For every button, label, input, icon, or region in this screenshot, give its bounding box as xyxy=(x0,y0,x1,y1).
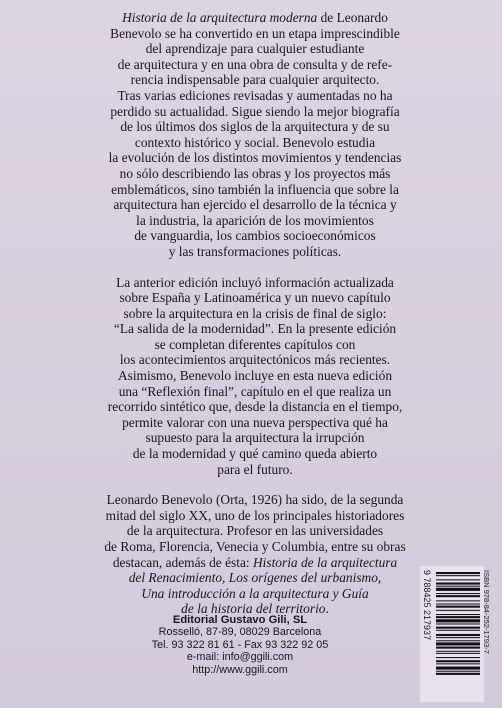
text-line xyxy=(70,88,440,104)
text-line xyxy=(70,10,440,26)
barcode-digits: 9 788425 217937 xyxy=(422,570,432,641)
text-segment: de la arquitectura. Profesor en las universidades xyxy=(126,523,384,539)
barcode-bar xyxy=(436,595,480,597)
text-segment: no sólo describiendo las obras y los proyectos más xyxy=(119,165,391,181)
text-segment: de vanguardia, los cambios socioeconómicos xyxy=(134,228,376,244)
text-segment: de Roma, Florencia, Venecia y Columbia, entre su obras xyxy=(104,539,406,554)
barcode-bar xyxy=(436,583,480,585)
italic-title: Historia de la arquitectura xyxy=(252,554,398,570)
text-line xyxy=(70,352,440,368)
barcode-bar xyxy=(436,630,480,631)
text-line xyxy=(70,508,440,524)
text-segment: emblemáticos, sino también la influencia que sobre la xyxy=(111,181,399,197)
text-segment: supuesto para la arquitectura la irrupción xyxy=(145,430,365,446)
isbn-label: ISBN 978-84-252-1793-7 xyxy=(482,570,491,654)
text-line xyxy=(70,150,440,166)
text-segment: Tras varias ediciones revisadas y aumentadas no ha xyxy=(117,87,393,103)
text-segment: recorrido sintético que, desde la distancia en el tiempo, xyxy=(107,399,403,415)
text-line xyxy=(70,182,440,198)
italic-title: de la historia del territorio xyxy=(181,601,326,617)
barcode xyxy=(420,566,484,702)
text-line xyxy=(70,57,440,73)
text-segment: arquitectura han ejercido el desarrollo de la técnica y xyxy=(113,197,397,213)
barcode-bar xyxy=(436,663,480,664)
publisher-web: http://www.ggili.com xyxy=(192,663,288,676)
text-segment: los acontecimientos arquitectónicos más recientes. xyxy=(119,352,391,368)
publisher-email: e-mail: info@ggili.com xyxy=(186,651,294,664)
text-segment: La anterior edición incluyó información actualizada xyxy=(116,274,394,290)
paragraph-1 xyxy=(70,10,440,260)
barcode-bar xyxy=(436,660,480,662)
text-line xyxy=(70,306,440,322)
publisher-name: Editorial Gustavo Gili, SL xyxy=(172,614,308,626)
text-line xyxy=(70,104,440,120)
barcode-bar xyxy=(436,579,480,580)
barcode-bar xyxy=(436,623,480,624)
text-line xyxy=(70,570,440,586)
barcode-bars xyxy=(420,566,484,702)
barcode-bar xyxy=(436,657,480,658)
barcode-bar xyxy=(436,586,480,587)
text-segment: permite valorar con una nueva perspectiva qué ha xyxy=(122,414,388,430)
text-segment: de la modernidad y qué camino queda abierto xyxy=(132,446,378,462)
text-line xyxy=(70,197,440,213)
text-line xyxy=(70,523,440,539)
barcode-bar xyxy=(436,610,480,611)
text-line xyxy=(70,275,440,291)
barcode-bar xyxy=(436,588,480,591)
text-segment: . xyxy=(325,601,329,617)
text-segment: rencia indispensable para cualquier arquitecto. xyxy=(130,72,380,88)
text-segment: la evolución de los distintos movimientos y tendencias xyxy=(108,150,402,166)
text-line xyxy=(70,430,440,446)
barcode-bar xyxy=(436,671,480,672)
text-line xyxy=(70,415,440,431)
text-segment: perdido su actualidad. Sigue siendo la mejor biografía xyxy=(110,103,400,119)
publisher-address: Rosselló, 87-89, 08029 Barcelona xyxy=(158,626,322,639)
text-line xyxy=(70,213,440,229)
text-line xyxy=(70,321,440,337)
barcode-bar xyxy=(436,572,480,574)
italic-title: Historia de la arquitectura moderna xyxy=(122,10,318,25)
text-segment: destacan, además de ésta: xyxy=(112,554,253,570)
text-line xyxy=(70,446,440,462)
italic-title: del Renacimiento, Los orígenes del urbanismo, xyxy=(128,570,382,586)
text-segment: Leonardo Benevolo (Orta, 1926) ha sido, de la segunda xyxy=(106,492,404,508)
barcode-bar xyxy=(436,637,480,638)
barcode-bar xyxy=(436,614,480,615)
barcode-bar xyxy=(436,619,480,622)
barcode-bar xyxy=(436,667,480,670)
text-line xyxy=(70,41,440,57)
text-line xyxy=(70,228,440,244)
text-line xyxy=(70,586,440,602)
text-line xyxy=(70,135,440,151)
text-line xyxy=(70,26,440,42)
barcode-bar xyxy=(436,604,480,605)
paragraph-3 xyxy=(70,492,440,617)
text-line xyxy=(70,290,440,306)
barcode-bar xyxy=(436,627,480,629)
text-segment: de Leonardo xyxy=(317,10,388,25)
text-line xyxy=(70,244,440,260)
text-segment: sobre la arquitectura en la crisis de final de siglo: xyxy=(123,305,387,321)
text-line xyxy=(70,462,440,478)
publisher-phone: Tel. 93 322 81 61 - Fax 93 322 92 05 xyxy=(151,638,329,651)
barcode-bar xyxy=(436,673,480,675)
text-segment: se completan diferentes capítulos con xyxy=(154,336,356,352)
text-line xyxy=(70,539,440,555)
text-line xyxy=(70,492,440,508)
barcode-bar xyxy=(436,642,480,645)
text-segment: de los últimos dos siglos de la arquitectura y de su xyxy=(120,119,390,135)
italic-title: Una introducción a la arquitectura y Guía xyxy=(141,585,369,601)
text-line xyxy=(70,337,440,353)
barcode-bar xyxy=(436,640,480,641)
text-segment: de arquitectura y en una obra de consulta y de refe- xyxy=(117,56,393,72)
publisher-block xyxy=(130,614,350,676)
text-segment: para el futuro. xyxy=(217,461,293,477)
text-segment: contexto histórico y social. Benevolo estudia xyxy=(134,134,376,150)
barcode-bar xyxy=(436,606,480,608)
barcode-bar xyxy=(436,616,480,618)
barcode-bar xyxy=(436,651,480,652)
barcode-bar xyxy=(436,593,480,594)
text-segment: mitad del siglo XX, uno de los principales historiadores xyxy=(105,507,405,523)
text-segment: sobre España y Latinoamérica y un nuevo capítulo xyxy=(119,290,391,306)
text-segment: Benevolo se ha convertido en un etapa imprescindible xyxy=(110,25,400,41)
text-segment: del aprendizaje para cualquier estudiante xyxy=(145,41,365,57)
text-line xyxy=(70,399,440,415)
paragraph-2 xyxy=(70,275,440,478)
text-segment: Asimismo, Benevolo incluye en esta nueva edición xyxy=(117,368,393,384)
text-segment: una “Reflexión final”, capítulo en el que realiza un xyxy=(118,383,392,399)
text-line xyxy=(70,72,440,88)
text-line xyxy=(70,555,440,571)
barcode-bar xyxy=(436,647,480,649)
barcode-bar xyxy=(436,575,480,576)
text-line xyxy=(70,384,440,400)
text-line xyxy=(70,166,440,182)
barcode-bar xyxy=(436,600,480,601)
text-line xyxy=(70,119,440,135)
text-segment: “La salida de la modernidad”. En la presente edición xyxy=(113,321,397,337)
text-line xyxy=(70,368,440,384)
text-segment: y las transformaciones políticas. xyxy=(168,243,342,259)
isbn-label-container xyxy=(480,570,494,700)
barcode-bar xyxy=(436,653,480,654)
text-segment: la industria, la aparición de los movimientos xyxy=(136,212,374,228)
barcode-bar xyxy=(436,634,480,636)
book-description xyxy=(70,10,440,632)
